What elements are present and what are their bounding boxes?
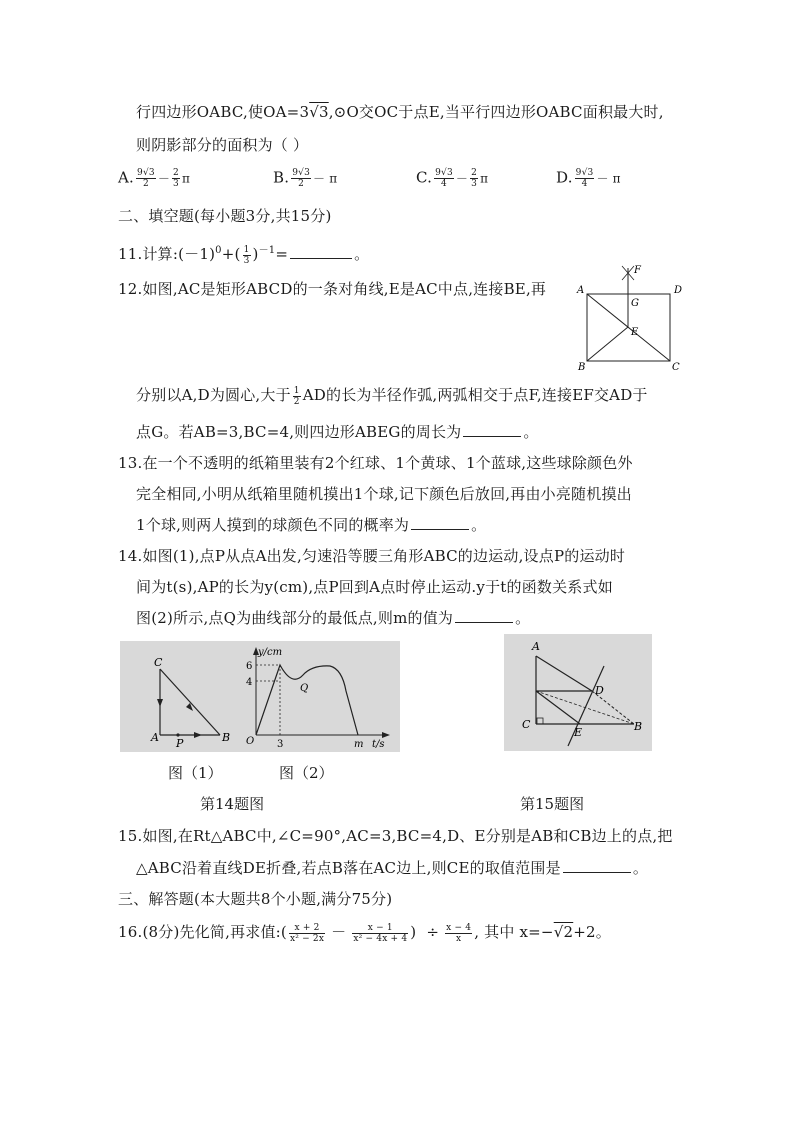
denominator: 2 (142, 179, 149, 189)
denominator: 4 (441, 179, 447, 189)
q11-eq: = (275, 245, 289, 263)
q11-plus: +( (221, 245, 241, 263)
denominator: 2 (298, 179, 305, 189)
denominator: x² − 2x (289, 933, 325, 944)
q14-line1: 14.如图(1),点P从点A出发,匀速沿等腰三角形ABC的边运动,设点P的运动时 (118, 547, 626, 565)
operator: － π (313, 171, 338, 186)
q16-minus: － (331, 923, 347, 941)
caption-fig2: 图（2） (279, 764, 334, 782)
q16-prefix: 16.(8分)先化简,再求值:( (118, 923, 287, 941)
numerator: 1 (293, 385, 300, 396)
denominator: 3 (243, 255, 250, 266)
q16-div: ÷ (426, 923, 440, 941)
q15-end: 。 (632, 859, 649, 877)
numerator: 2 (471, 168, 478, 178)
q12-line1: 12.如图,AC是矩形ABCD的一条对角线,E是AC中点,连接BE,再 (118, 280, 547, 298)
label-a: A (151, 731, 159, 744)
q15-line2 (136, 857, 648, 878)
label-p: P (176, 737, 184, 750)
q13-line1: 13.在一个不透明的纸箱里装有2个红球、1个黄球、1个蓝球,这些球除颜色外 (118, 454, 633, 472)
function-curve (256, 665, 358, 735)
denominator: 3 (471, 179, 478, 189)
numerator: x + 2 (289, 923, 325, 934)
q11-close: ) (252, 245, 259, 263)
q16-close: ) (410, 923, 417, 941)
fraction (352, 923, 408, 944)
fraction (243, 245, 251, 266)
label-x3: 3 (277, 739, 284, 750)
numerator: x − 4 (446, 922, 472, 933)
q16-tail: +2。 (573, 923, 611, 941)
denominator: 2 (293, 396, 300, 407)
answer-blank[interactable] (463, 434, 521, 437)
q11-exp0: 0 (215, 245, 222, 256)
q10-option-d (556, 168, 621, 189)
label-y4: 4 (246, 677, 253, 688)
answer-blank[interactable] (411, 527, 469, 530)
fraction (172, 168, 180, 189)
segment-be (587, 327, 628, 361)
q10-option-c (416, 168, 488, 189)
fraction (575, 168, 595, 189)
q11-exp1: －1 (258, 245, 276, 256)
q15-figure (504, 634, 652, 751)
answer-blank[interactable] (455, 620, 513, 623)
fraction (434, 168, 454, 189)
q12-text-b: AD的长为半径作弧,两弧相交于点F,连接EF交AD于 (302, 386, 648, 404)
q16 (118, 921, 611, 944)
fraction (445, 923, 472, 944)
q10-text-b: ,⊙O交OC于点E,当平行四边形OABC面积最大时, (328, 103, 664, 121)
label-a: A (532, 640, 540, 653)
denominator: x (456, 933, 462, 944)
label-g: G (631, 298, 639, 309)
operator: － (157, 171, 171, 186)
numerator: 1 (243, 244, 250, 255)
arrow-right-icon (194, 732, 202, 738)
numerator: 9√3 (137, 168, 155, 178)
label-c: C (672, 362, 680, 373)
q11-prefix: 11.计算:(－1) (118, 245, 216, 263)
fraction (293, 386, 301, 407)
label-xm: m (354, 739, 364, 750)
q16-where: , 其中 x=− (474, 923, 554, 941)
q12-line3 (136, 421, 539, 442)
q15-line1: 15.如图,在Rt△ABC中,∠C=90°,AC=3,BC=4,D、E分别是AB和CB边上的点,把 (118, 827, 673, 845)
q10-sqrt: √3 (309, 103, 329, 121)
arrow-down-icon (157, 699, 163, 707)
numerator: 9√3 (575, 168, 594, 178)
q12-end: 。 (523, 423, 539, 441)
q10-option-b (273, 168, 337, 189)
segment-ad (536, 656, 592, 691)
label-xaxis: t/s (372, 739, 385, 750)
option-label: B. (273, 168, 290, 187)
label-c: C (522, 718, 531, 731)
section2-title: 二、填空题(每小题3分,共15分) (118, 207, 332, 225)
label-y6: 6 (246, 661, 253, 672)
label-q: Q (300, 683, 309, 694)
q16-sqrt-value: 2 (563, 923, 574, 941)
label-b: B (222, 731, 231, 744)
numerator: 2 (173, 168, 179, 178)
q11-end: 。 (354, 245, 370, 263)
q12-text-c: 点G。若AB=3,BC=4,则四边形ABEG的周长为 (136, 423, 462, 441)
q10-line2: 则阴影部分的面积为（ ） (136, 136, 309, 154)
q10-sqrt-value: 3 (318, 103, 329, 121)
q12-figure (572, 258, 692, 373)
q14-line2: 间为t(s),AP的长为y(cm),点P回到A点时停止运动.y于t的函数关系式如 (136, 578, 613, 596)
label-e: E (631, 327, 639, 338)
q11 (118, 241, 369, 266)
section3-title: 三、解答题(本大题共8个小题,满分75分) (118, 890, 393, 908)
q10-option-a (118, 168, 190, 189)
numerator: 9√3 (435, 168, 453, 178)
denominator: 3 (173, 179, 179, 189)
label-b: B (578, 362, 586, 373)
fraction (291, 168, 311, 189)
label-c: C (154, 656, 163, 669)
q12-line2 (136, 384, 648, 407)
right-angle-mark (537, 718, 543, 724)
q10-text-a: 行四边形OABC,使OA=3 (136, 103, 310, 121)
fraction (136, 168, 156, 189)
q14-figure-photo (120, 641, 400, 752)
caption-q15: 第15题图 (520, 795, 585, 813)
caption-fig1: 图（1） (168, 764, 223, 782)
q14-line3 (136, 607, 530, 628)
answer-blank[interactable] (563, 870, 631, 873)
denominator: x² − 4x + 4 (353, 933, 408, 944)
q14-figures (120, 641, 400, 752)
q13-text: 1个球,则两人摸到的球颜色不同的概率为 (136, 516, 410, 534)
q15-figure-photo (504, 634, 652, 751)
option-label: A. (118, 168, 135, 187)
q14-text: 图(2)所示,点Q为曲线部分的最低点,则m的值为 (136, 609, 454, 627)
segment-fold-edge (536, 691, 580, 724)
operator: － π (596, 171, 621, 186)
label-e: E (574, 726, 583, 739)
caption-q14: 第14题图 (200, 795, 265, 813)
q13-end: 。 (471, 516, 487, 534)
numerator: 9√3 (292, 168, 310, 178)
denominator: 4 (581, 179, 588, 189)
label-d: D (674, 285, 683, 296)
pi-symbol: π (181, 171, 191, 186)
q14-end: 。 (515, 609, 531, 627)
q16-sqrt: √2 (553, 923, 574, 941)
label-origin: O (246, 736, 255, 747)
label-d: D (595, 684, 604, 697)
segment-cb (160, 669, 220, 735)
x-arrow-icon (382, 732, 390, 738)
label-f: F (634, 265, 641, 276)
q10-line1 (136, 101, 664, 122)
label-yaxis: y/cm (258, 647, 283, 658)
operator: － (455, 171, 469, 186)
q13-line3 (136, 514, 486, 535)
label-b: B (634, 720, 643, 733)
q13-line2: 完全相同,小明从纸箱里随机摸出1个球,记下颜色后放回,再由小亮随机摸出 (136, 485, 632, 503)
answer-blank[interactable] (290, 256, 352, 259)
q15-text: △ABC沿着直线DE折叠,若点B落在AC边上,则CE的取值范围是 (136, 859, 561, 877)
fraction (470, 168, 478, 189)
segment-dashed (536, 691, 634, 724)
fraction (289, 923, 325, 944)
q12-text-a: 分别以A,D为圆心,大于 (136, 386, 291, 404)
option-label: C. (416, 168, 433, 187)
label-a: A (577, 285, 585, 296)
numerator: x − 1 (352, 923, 408, 934)
option-label: D. (556, 168, 573, 187)
pi-symbol: π (480, 171, 489, 186)
